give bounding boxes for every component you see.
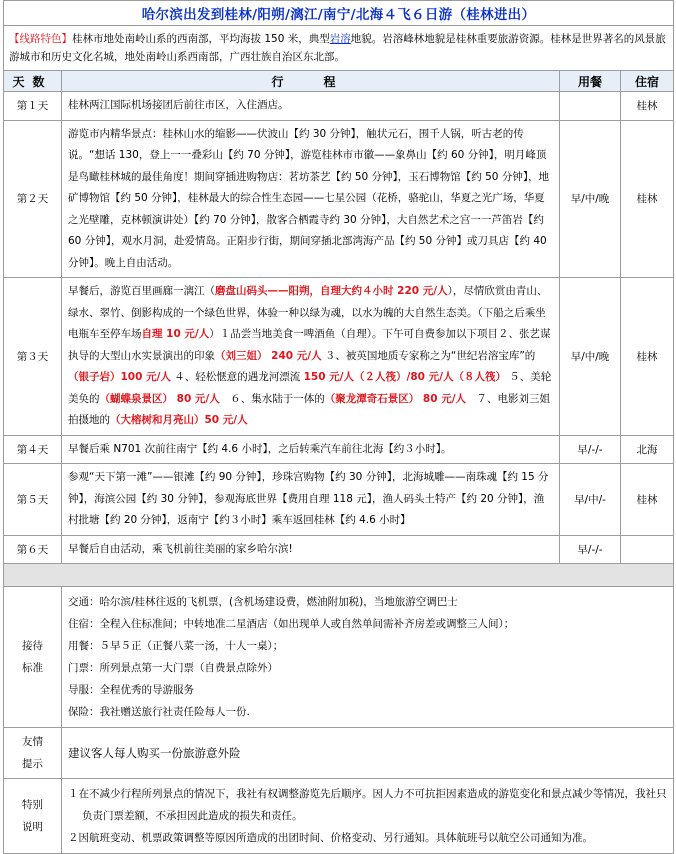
itinerary-text: 早餐后乘 N701 次前往南宁【约 4.6 小时】，之后转乘汽车前往北海【约３小时】。 (68, 442, 452, 455)
price-highlight: 自理 10 元/人 (141, 328, 210, 340)
day-itinerary (62, 535, 560, 564)
day-meals: 早/-/- (560, 435, 621, 464)
itinerary-text: ３、被英国地质专家称之为“世纪岩溶宝库”的 (321, 349, 536, 362)
day-meals: 早/中/晚 (560, 278, 621, 436)
service-line: 交通：哈尔滨/桂林往返的飞机票，(含机场建设费，燃油附加税)，当地旅游空调巴士 (68, 596, 458, 608)
price-highlight: （大榕树和月亮山）50 元/人 (110, 414, 248, 426)
service-row (4, 587, 674, 728)
day-lodging: 桂林 (621, 464, 674, 536)
itinerary-text: ４、轻松惬意的遇龙河漂流 (170, 371, 304, 383)
day-itinerary (62, 92, 560, 121)
reminder-label (4, 728, 62, 779)
price-highlight: 磨盘山码头——阳朔，自理大约４小时 220 元/人 (215, 285, 448, 297)
itinerary-text: 桂林两江国际机场接团后前往市区，入住酒店。 (68, 99, 289, 111)
day-row (4, 435, 674, 464)
day-row (4, 120, 674, 278)
header-day: 天数 (4, 71, 62, 92)
day-lodging: 北海 (621, 435, 674, 464)
feature-text-a: 桂林市地处南岭山系的西南部，平均海拔 150 米，典型 (72, 33, 330, 45)
itinerary-text: 早餐后自由活动，乘飞机前往美丽的家乡哈尔滨! (68, 542, 293, 555)
itinerary-text: 早餐后，游览百里画廊一漓江（ (68, 285, 215, 297)
day-row (4, 92, 674, 121)
itinerary-text: ６、集水陆于一体的 (219, 392, 325, 405)
price-highlight: （聚龙潭奇石景区） 80 元/人 (324, 392, 467, 405)
reminder-text: 建议客人每人购买一份旅游意外险 (62, 728, 674, 779)
spacer-row (4, 564, 674, 587)
day-itinerary (62, 278, 560, 436)
itinerary-text: ）１品尝当地美食一啤酒鱼（自理）。下午可自费参加以下项目２、张艺谋执导的大型山水实景演出的印象 (68, 328, 551, 362)
special-label-line: 特别 (22, 799, 43, 811)
reminder-label-line: 提示 (22, 758, 43, 770)
itinerary-text: ７、电影刘三姐拍摄地的 (68, 392, 551, 426)
day-label: 第４天 (4, 435, 62, 464)
special-label-line: 说明 (22, 821, 43, 833)
itinerary-text: 参观“天下第一滩”——银滩【约 90 分钟】，珍珠宫购物【约 30 分钟】，北海城雕——南珠魂【约 15 分钟】，海滨公园【约 30 分钟】，参观海底世界【费用自理 118 元】，渔人码头土特产【约 20 分钟】，渔村批塘【约 20 分钟】，返南宁【约３小时】乘车返回桂林【约 4.6 小时】 (68, 471, 549, 526)
day-lodging (621, 535, 674, 564)
day-label: 第１天 (4, 92, 62, 121)
day-meals: 早/中/- (560, 464, 621, 536)
price-highlight: （蝴蝶泉景区） 80 元/人 (99, 392, 220, 405)
itinerary-document (3, 0, 673, 854)
special-line: １在不减少行程所列景点的情况下，我社有权调整游览先后顺序。因人力不可抗拒因素造成的游览变化和景点减少等情况，我社只负责门票差额，不承担因此造成的损失和责任。 (68, 788, 667, 822)
itinerary-text: ５、美轮美奂的 (68, 371, 552, 405)
service-label (4, 587, 62, 728)
special-label (4, 779, 62, 854)
route-feature (4, 26, 674, 71)
header-route: 行 程 (62, 71, 560, 92)
spacer-cell (4, 564, 674, 587)
itinerary-table (3, 0, 674, 854)
header-lodging: 住宿 (621, 71, 674, 92)
special-content (62, 779, 674, 854)
karst-link[interactable]: 岩溶 (329, 33, 351, 45)
special-line: ２因航班变动、机票政策调整等原因所造成的出团时间、价格变动、另行通知。具体航班号以航空公司通知为准。 (68, 832, 593, 844)
day-itinerary (62, 464, 560, 536)
day-row (4, 535, 674, 564)
page-title: 哈尔滨出发到桂林/阳朔/漓江/南宁/北海４飞６日游（桂林进出） (4, 1, 674, 26)
day-meals: 早/中/晚 (560, 120, 621, 278)
feature-text-b: 地貌。岩溶峰林地貌是桂林重要旅游资源。桂林是世界著名的风景旅游城市和历史文化名城，地处南岭山系西南部，广西壮族自治区东北部。 (9, 33, 666, 63)
service-label-line: 标准 (22, 662, 43, 674)
day-row (4, 278, 674, 436)
day-lodging: 桂林 (621, 120, 674, 278)
day-itinerary (62, 435, 560, 464)
day-itinerary (62, 120, 560, 278)
service-content (62, 587, 674, 728)
special-row (4, 779, 674, 854)
day-label: 第５天 (4, 464, 62, 536)
day-meals (560, 92, 621, 121)
day-label: 第６天 (4, 535, 62, 564)
day-lodging: 桂林 (621, 278, 674, 436)
itinerary-text: ），尽情欣赏由青山、绿水、翠竹、倒影构成的一个绿色世界，体验一种以绿为魂，以水为魄的大自然生态美。（下船之后乘坐电瓶车至停车场 (68, 285, 548, 340)
days-body (4, 92, 674, 564)
price-highlight: （银子岩）100 元/人 (68, 371, 171, 383)
service-line: 门票：所列景点第一大门票（自费景点除外） (68, 662, 278, 674)
service-line: 用餐：５早５正（正餐八菜一汤，十人一桌）； (68, 640, 284, 652)
reminder-row (4, 728, 674, 779)
day-row (4, 464, 674, 536)
day-lodging: 桂林 (621, 92, 674, 121)
table-header (4, 71, 674, 92)
price-highlight: （刘三姐） 240 元/人 (215, 349, 322, 362)
header-meal: 用餐 (560, 71, 621, 92)
service-line: 保险：我社赠送旅行社责任险每人一份. (68, 706, 250, 718)
service-label-line: 接待 (22, 640, 43, 652)
day-label: 第２天 (4, 120, 62, 278)
service-line: 导服：全程优秀的导游服务 (68, 684, 194, 696)
price-highlight: 150 元/人（２人筏）/80 元/人（８人筏） (303, 371, 506, 383)
day-label: 第３天 (4, 278, 62, 436)
itinerary-text: 游览市内精华景点：桂林山水的缩影——伏波山【约 30 分钟】，触状元石，围千人锅，听古老的传说。“想话 130，登上一一叠彩山【约 70 分钟】，游览桂林市市徽——象鼻山【约 60 分钟】，明月峰顶是鸟瞰桂林城的最佳角度！期间穿插进购物店：茗坊茶艺【约 50 分钟】，玉石博物馆【约 50 分钟】，地矿博物馆【约 50 分钟】，桂林最大的综合性生态园——七星公园（花桥，骆驼山，华夏之光广场，华夏之光壁雕，克林顿演讲处）【约 70 分钟】，散客合栖霞寺约 30 分钟】，大自然艺术之宫一一芦笛岩【约 60 分钟】，观水月洞，赴爱情岛。正阳步行街，期间穿插北部湾海产品【约 50 分钟】或刀具店【约 40 分钟】。晚上自由活动。 (68, 127, 550, 269)
feature-label: 【线路特色】 (9, 33, 72, 45)
service-line: 住宿：全程入住标准间；中转地准二星酒店（如出现单人或自然单间需补齐房差或调整三人间）； (68, 618, 515, 630)
day-meals: 早/-/- (560, 535, 621, 564)
reminder-label-line: 友情 (22, 736, 43, 748)
